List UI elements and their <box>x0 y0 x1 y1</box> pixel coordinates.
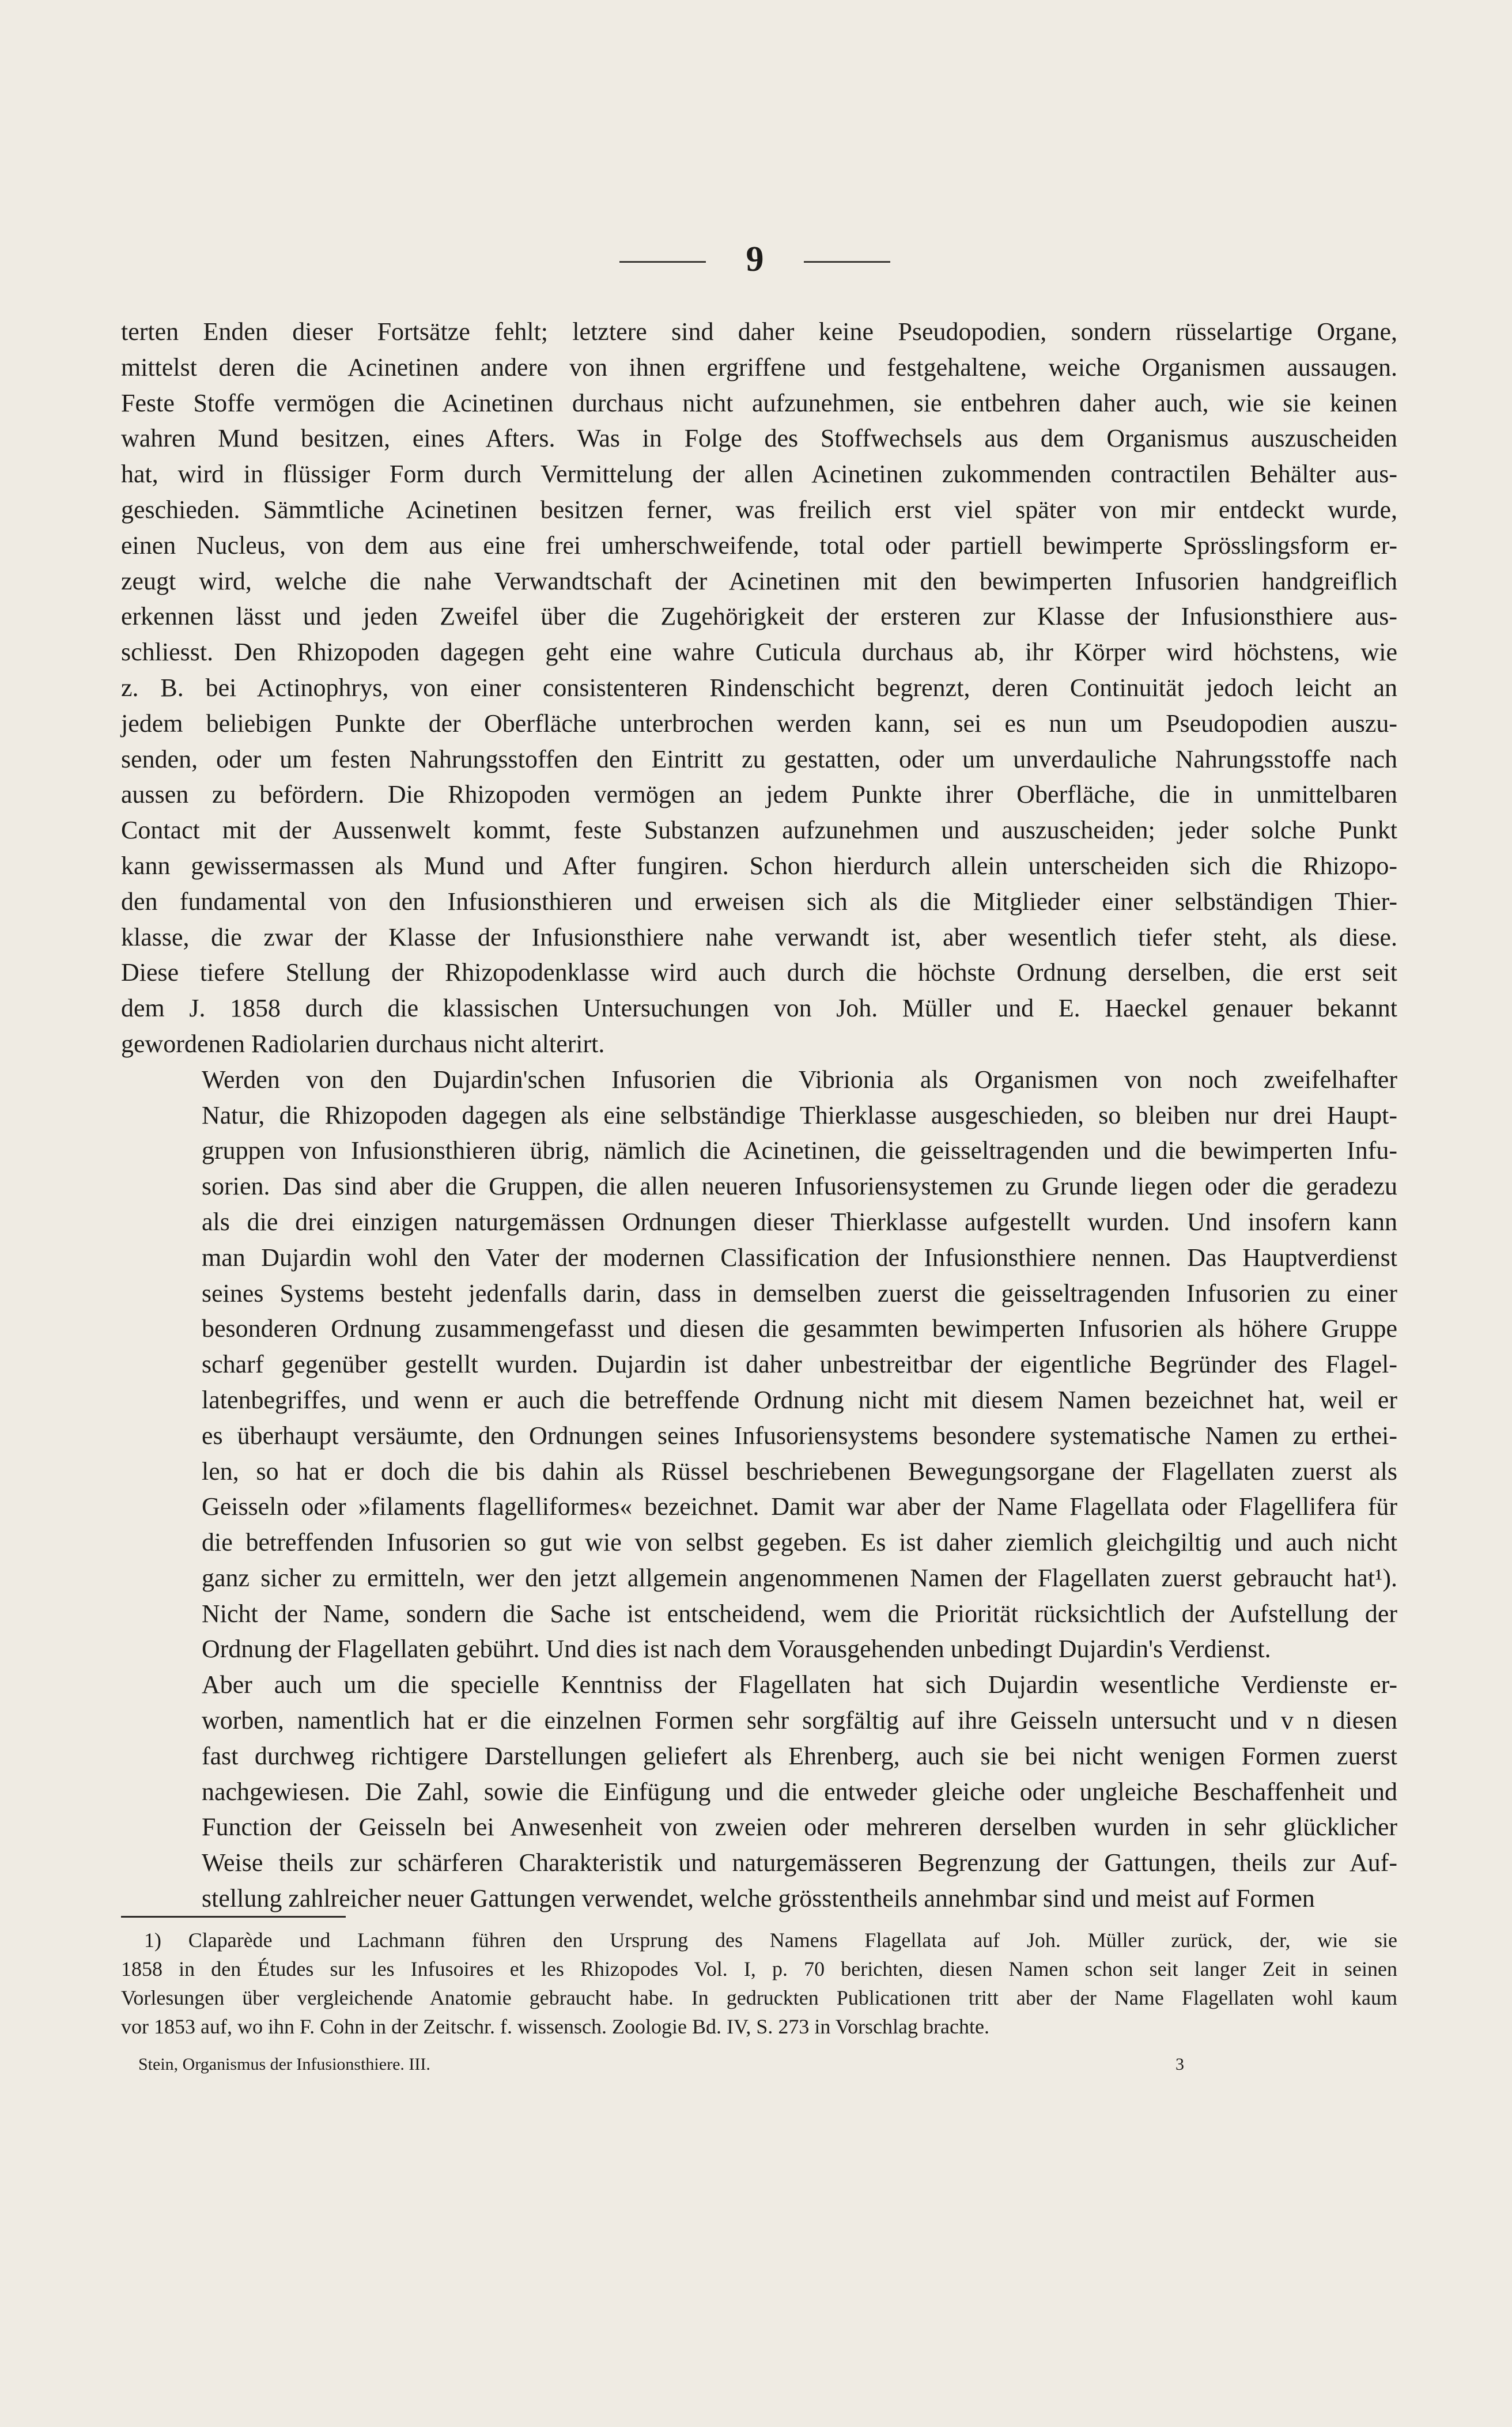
body-text <box>121 314 1397 1916</box>
text-line: dem J. 1858 durch die klassischen Untersuchungen von Joh. Müller und E. Haeckel genauer bekannt <box>121 994 1397 1023</box>
text-line: die betreffenden Infusorien so gut wie von selbst gegeben. Es ist daher ziemlich gleichgiltig und auch nicht <box>202 1528 1397 1557</box>
text-line: Werden von den Dujardin'schen Infusorien die Vibrionia als Organismen von noch zweifelhafter <box>202 1065 1397 1094</box>
text-line: sorien. Das sind aber die Gruppen, die allen neueren Infusoriensystemen zu Grunde liegen oder die geradezu <box>202 1172 1397 1201</box>
footnote-line: Vorlesungen über vergleichende Anatomie gebraucht habe. In gedruckten Publicationen tritt aber der Name Flagellaten wohl kaum <box>121 1986 1397 2009</box>
text-line: mittelst deren die Acinetinen andere von ihnen ergriffene und festgehaltene, weiche Organismen aussaugen. <box>121 353 1397 381</box>
text-line: Function der Geisseln bei Anwesenheit von zweien oder mehreren derselben wurden in sehr glücklicher <box>202 1813 1397 1842</box>
text-line: erkennen lässt und jeden Zweifel über die Zugehörigkeit der ersteren zur Klasse der Infusionsthiere aus- <box>121 602 1397 631</box>
signature-line: Stein, Organismus der Infusionsthiere. III. <box>138 2055 430 2074</box>
paragraph <box>121 1667 1397 1916</box>
text-line: Aber auch um die specielle Kenntniss der Flagellaten hat sich Dujardin wesentliche Verdienste er- <box>202 1670 1397 1699</box>
paragraph <box>121 1062 1397 1668</box>
text-line: scharf gegenüber gestellt wurden. Dujardin ist daher unbestreitbar der eigentliche Begründer des Flagel- <box>202 1350 1397 1379</box>
footnote-line: vor 1853 auf, wo ihn F. Cohn in der Zeitschr. f. wissensch. Zoologie Bd. IV, S. 273 in Vorschlag brachte. <box>121 2015 989 2038</box>
paragraph <box>121 314 1397 1062</box>
text-line: terten Enden dieser Fortsätze fehlt; letztere sind daher keine Pseudopodien, sondern rüsselartige Organe, <box>121 317 1397 346</box>
text-line: einen Nucleus, von dem aus eine frei umherschweifende, total oder partiell bewimperte Sprösslingsform er- <box>121 531 1397 560</box>
signature-mark: 3 <box>1175 2055 1184 2074</box>
text-line: nachgewiesen. Die Zahl, sowie die Einfügung und die entweder gleiche oder ungleiche Beschaffenheit und <box>202 1777 1397 1806</box>
text-line: geschieden. Sämmtliche Acinetinen besitzen ferner, was freilich erst viel später von mir entdeckt wurde, <box>121 495 1397 524</box>
text-line: hat, wird in flüssiger Form durch Vermittelung der allen Acinetinen zukommenden contractilen Behälter aus- <box>121 460 1397 489</box>
footnote-line: 1858 in den Études sur les Infusoires et les Rhizopodes Vol. I, p. 70 berichten, diesen Namen schon seit langer Zeit in seinen <box>121 1957 1397 1980</box>
text-line: fast durchweg richtigere Darstellungen geliefert als Ehrenberg, auch sie bei nicht wenigen Formen zuerst <box>202 1741 1397 1770</box>
text-line: Geisseln oder »filaments flagelliformes« bezeichnet. Damit war aber der Name Flagellata oder Flagellifera für <box>202 1492 1397 1521</box>
text-line: Diese tiefere Stellung der Rhizopodenklasse wird auch durch die höchste Ordnung derselben, die erst seit <box>121 958 1397 987</box>
text-line: seines Systems besteht jedenfalls darin, dass in demselben zuerst die geisseltragenden Infusorien zu einer <box>202 1279 1397 1307</box>
text-line: zeugt wird, welche die nahe Verwandtschaft der Acinetinen mit den bewimperten Infusorien handgreiflich <box>121 566 1397 595</box>
text-line: Nicht der Name, sondern die Sache ist entscheidend, wem die Priorität rücksichtlich der Aufstellung der <box>202 1599 1397 1628</box>
footnote-separator <box>121 1916 346 1918</box>
text-line: klasse, die zwar der Klasse der Infusionsthiere nahe verwandt ist, aber wesentlich tiefer steht, als diese. <box>121 923 1397 951</box>
footnote-line: 1) Claparède und Lachmann führen den Ursprung des Namens Flagellata auf Joh. Müller zurück, der, wie sie <box>144 1929 1397 1952</box>
text-line: len, so hat er doch die bis dahin als Rüssel beschriebenen Bewegungsorgane der Flagellaten zuerst als <box>202 1457 1397 1485</box>
text-line: jedem beliebigen Punkte der Oberfläche unterbrochen werden kann, sei es nun um Pseudopodien auszu- <box>121 709 1397 738</box>
text-line: Feste Stoffe vermögen die Acinetinen durchaus nicht aufzunehmen, sie entbehren daher auch, wie sie keinen <box>121 388 1397 417</box>
text-line: ganz sicher zu ermitteln, wer den jetzt allgemein angenommenen Namen der Flagellaten zuerst gebraucht hat¹). <box>202 1563 1397 1592</box>
text-line: stellung zahlreicher neuer Gattungen verwendet, welche grösstentheils annehmbar sind und meist auf Formen <box>202 1884 1315 1913</box>
header-rule-left <box>619 261 706 263</box>
text-line: latenbegriffes, und wenn er auch die betreffende Ordnung nicht mit diesem Namen bezeichnet hat, weil er <box>202 1385 1397 1414</box>
text-line: worben, namentlich hat er die einzelnen Formen sehr sorgfältig auf ihre Geisseln untersucht und v n diesen <box>202 1706 1397 1735</box>
text-line: gewordenen Radiolarien durchaus nicht alterirt. <box>121 1029 605 1058</box>
footnotes <box>121 1926 1397 2041</box>
text-line: als die drei einzigen naturgemässen Ordnungen dieser Thierklasse aufgestellt wurden. Und insofern kann <box>202 1207 1397 1236</box>
text-line: man Dujardin wohl den Vater der modernen Classification der Infusionsthiere nennen. Das Hauptverdienst <box>202 1243 1397 1272</box>
text-line: Ordnung der Flagellaten gebührt. Und dies ist nach dem Vorausgehenden unbedingt Dujardin's Verdienst. <box>202 1635 1271 1664</box>
page-number: 9 <box>746 240 764 279</box>
text-line: besonderen Ordnung zusammengefasst und diesen die gesammten bewimperten Infusorien als höhere Gruppe <box>202 1314 1397 1343</box>
text-line: senden, oder um festen Nahrungsstoffen den Eintritt zu gestatten, oder um unverdauliche Nahrungsstoffe nach <box>121 744 1397 773</box>
text-line: es überhaupt versäumte, den Ordnungen seines Infusoriensystems besondere systematische Namen zu erthei- <box>202 1421 1397 1450</box>
text-line: aussen zu befördern. Die Rhizopoden vermögen an jedem Punkte ihrer Oberfläche, die in unmittelbaren <box>121 780 1397 809</box>
text-line: Natur, die Rhizopoden dagegen als eine selbständige Thierklasse ausgeschieden, so bleiben nur drei Haupt- <box>202 1101 1397 1129</box>
text-line: Contact mit der Aussenwelt kommt, feste Substanzen aufzunehmen und auszuscheiden; jeder solche Punkt <box>121 816 1397 845</box>
text-line: gruppen von Infusionsthieren übrig, nämlich die Acinetinen, die geisseltragenden und die bewimperten Infu- <box>202 1136 1397 1165</box>
text-line: Weise theils zur schärferen Charakteristik und naturgemässeren Begrenzung der Gattungen, theils zur Auf- <box>202 1848 1397 1877</box>
header-rule-right <box>804 261 890 263</box>
text-line: wahren Mund besitzen, eines Afters. Was in Folge des Stoffwechsels aus dem Organismus auszuscheiden <box>121 424 1397 453</box>
text-line: schliesst. Den Rhizopoden dagegen geht eine wahre Cuticula durchaus ab, ihr Körper wird höchstens, wie <box>121 638 1397 667</box>
text-line: kann gewissermassen als Mund und After fungiren. Schon hierdurch allein unterscheiden sich die Rhizopo- <box>121 851 1397 880</box>
text-line: z. B. bei Actinophrys, von einer consistenteren Rindenschicht begrenzt, deren Continuität jedoch leicht an <box>121 673 1397 702</box>
text-line: den fundamental von den Infusionsthieren und erweisen sich als die Mitglieder einer selbständigen Thier- <box>121 887 1397 916</box>
page-header <box>0 233 1512 285</box>
page-footer <box>138 2050 1233 2079</box>
